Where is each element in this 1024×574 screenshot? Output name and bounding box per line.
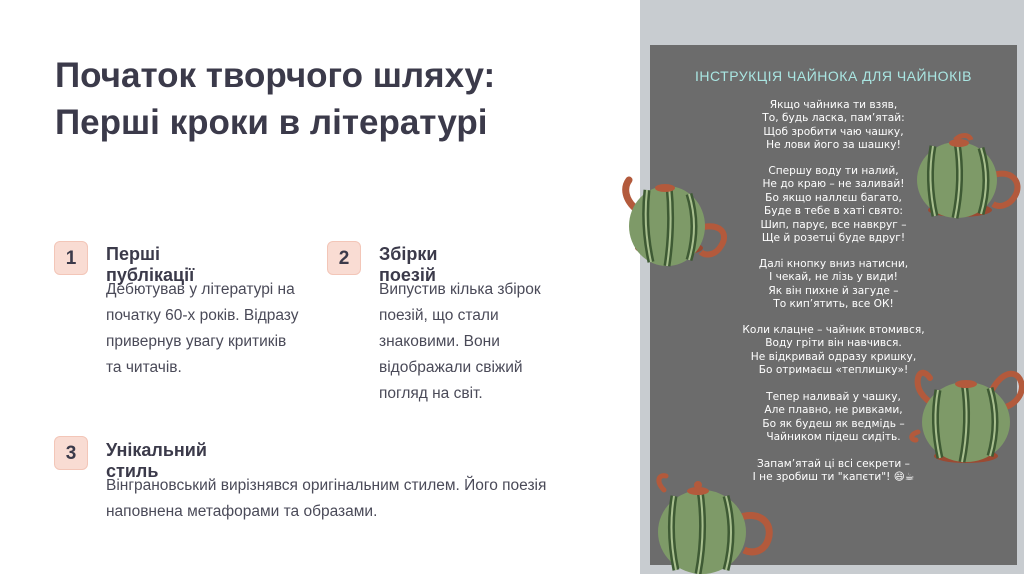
description-line: Випустив кілька збірок (379, 281, 541, 298)
poem-line: І чекай, не лізь у види! (769, 271, 898, 284)
poem-line: Тепер наливай у чашку, (766, 391, 901, 403)
poem-line: Чайником підеш сидіть. (766, 431, 901, 444)
description-line: знаковими. Вони (379, 333, 500, 350)
poem-line: Шип, парує, все навкруг – (760, 218, 907, 231)
item-heading: Унікальний стиль (106, 440, 207, 481)
number-badge: 1 (54, 241, 88, 275)
number-badge: 2 (327, 241, 361, 275)
poster-title: ІНСТРУКЦІЯ ЧАЙНОКА ДЛЯ ЧАЙНОКІВ (695, 68, 972, 84)
poem-line: Бо якщо наллєш багато, (765, 191, 902, 204)
poem-line: Запам’ятай ці всі секрети – (757, 458, 910, 470)
item-heading: Перші публікації (106, 244, 195, 285)
poem-line: Воду гріти він навчився. (765, 337, 902, 350)
poem-line: Не лови його за шашку! (766, 139, 901, 152)
poem-line: Коли клацне – чайник втомився, (742, 324, 925, 336)
poem-line: І не зробиш ти "капєти"! 😄☕ (752, 471, 915, 484)
description-line: Вінграновський вирізнявся оригінальним стилем. Його поезія (106, 477, 547, 494)
watermelon-teapot-icon (650, 470, 776, 574)
poem-line: Якщо чайника ти взяв, (769, 99, 898, 111)
poem-line: Не відкривай одразу кришку, (750, 350, 917, 363)
watermelon-teapot-icon (617, 170, 742, 275)
item-description (106, 473, 626, 525)
poem-line: Не до краю – не заливай! (762, 178, 905, 191)
poem-line: Ще й розетці буде вдруг! (761, 232, 906, 245)
description-line: відображали свіжий (379, 359, 523, 376)
poem-line: Бо отримаєш «теплишку»! (758, 364, 909, 377)
poem-line: Спершу воду ти налий, (768, 165, 899, 177)
watermelon-teapot-icon (905, 130, 1024, 230)
poem-line: Щоб зробити чаю чашку, (763, 125, 904, 138)
description-line: привернув увагу критиків (106, 333, 287, 350)
watermelon-teapot-icon (908, 360, 1024, 472)
description-line: Дебютував у літературі на (106, 281, 295, 298)
poem-line: Далі кнопку вниз натисни, (758, 258, 909, 270)
description-line: поезій, що стали (379, 307, 499, 324)
item-description (106, 277, 321, 381)
description-line: початку 60-х років. Відразу (106, 307, 299, 324)
page-title (55, 52, 615, 146)
poem-line: То кип’ятить, все ОК! (773, 298, 894, 311)
poem-line: Бо як будеш як ведмідь – (762, 417, 905, 430)
poem-line: Але плавно, не ривками, (764, 404, 903, 417)
item-description (379, 277, 579, 407)
description-line: наповнена метафорами та образами. (106, 503, 378, 520)
poem-line: Буде в тебе в хаті свято: (764, 205, 903, 218)
poem-line: То, будь ласка, пам’ятай: (762, 112, 905, 125)
item-heading: Збірки поезій (379, 244, 438, 285)
title-line-1: Початок творчого шляху: (55, 56, 496, 95)
title-line-2: Перші кроки в літературі (55, 103, 488, 142)
number-badge: 3 (54, 436, 88, 470)
description-line: та читачів. (106, 359, 182, 376)
poem-line: Як він пихне й загуде – (768, 284, 899, 297)
description-line: погляд на світ. (379, 385, 483, 402)
